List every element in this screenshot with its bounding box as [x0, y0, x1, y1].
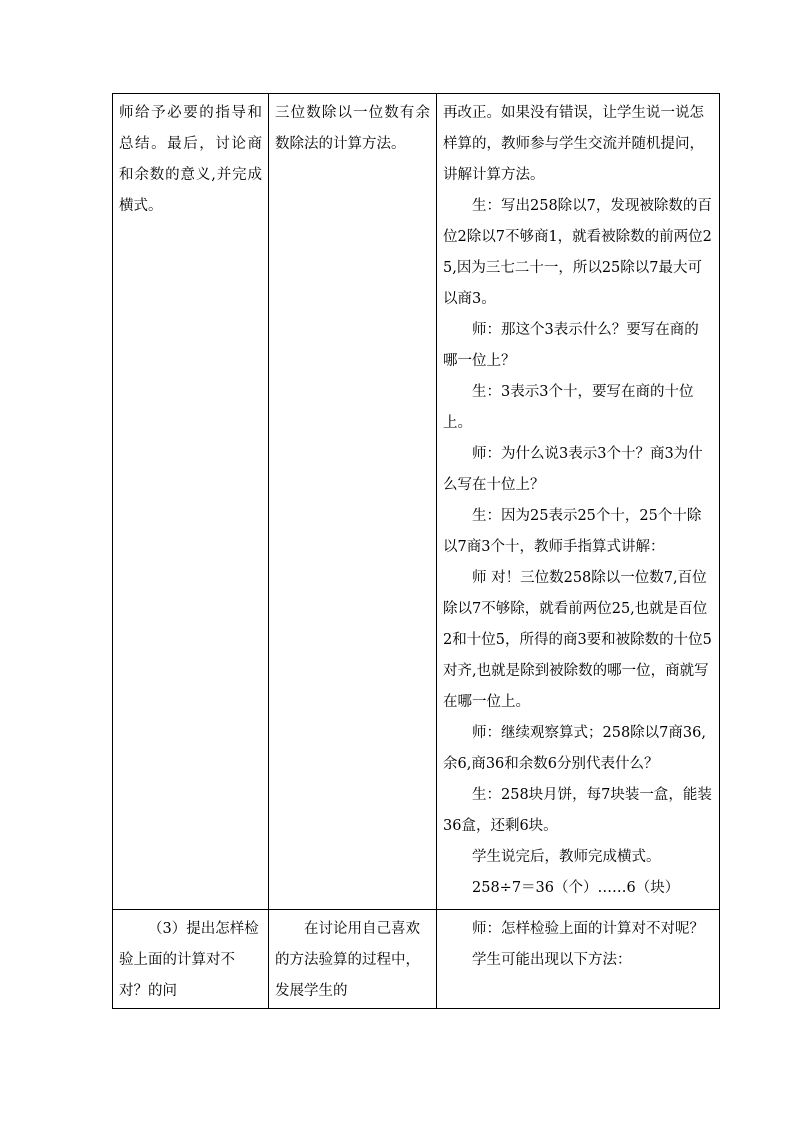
process-paragraph: 师：为什么说3表示3个十？商3为什么写在十位上？: [443, 446, 703, 493]
process-paragraph: 生：258块月饼，每7块装一盒，能装36盒，还剩6块。: [443, 787, 712, 834]
process-paragraph: 学生可能出现以下方法：: [472, 952, 632, 968]
process-paragraph: 再改正。如果没有错误，让学生说一说怎样算的，教师参与学生交流并随机提问，讲解计算方法。: [443, 105, 704, 183]
table-row: [113, 910, 720, 1009]
activity-cell: [113, 94, 269, 910]
objective-text: 在讨论用自己喜欢的方法验算的过程中，发展学生的: [275, 921, 420, 999]
activity-text: （3）提出怎样检验上面的计算对不对？的问: [119, 921, 259, 999]
objective-text: 三位数除以一位数有余数除法的计算方法。: [275, 105, 430, 152]
process-cell: [437, 94, 720, 910]
process-paragraph: 学生说完后，教师完成横式。: [472, 849, 661, 865]
objective-cell: [269, 94, 437, 910]
process-paragraph: 师：那这个3表示什么？要写在商的哪一位上？: [443, 322, 699, 369]
lesson-plan-table: [112, 93, 720, 1009]
process-paragraph: 生：3表示3个十，要写在商的十位上。: [443, 384, 694, 431]
process-cell: [437, 910, 720, 1009]
table-row: [113, 94, 720, 910]
process-paragraph: 师：继续观察算式；258除以7商36,余6,商36和余数6分别代表什么？: [443, 725, 706, 772]
process-paragraph: 师 对！三位数258除以一位数7,百位除以7不够除，就看前两位25,也就是百位2和十位5，所得的商3要和被除数的十位5对齐,也就是除到被除数的哪一位，商就写在哪一位上。: [443, 570, 712, 710]
activity-cell: [113, 910, 269, 1009]
activity-text: 师给予必要的指导和总结。最后，讨论商和余数的意义,并完成横式。: [119, 105, 262, 214]
equation-line: 258÷7＝36（个）……6（块）: [472, 880, 680, 896]
process-paragraph: 生：写出258除以7，发现被除数的百位2除以7不够商1，就看被除数的前两位25,因为三七二十一，所以25除以7最大可以商3。: [443, 198, 712, 307]
objective-cell: [269, 910, 437, 1009]
process-paragraph: 师：怎样检验上面的计算对不对呢？: [472, 921, 704, 937]
process-paragraph: 生：因为25表示25个十，25个十除以7商3个十，教师手指算式讲解：: [443, 508, 702, 555]
